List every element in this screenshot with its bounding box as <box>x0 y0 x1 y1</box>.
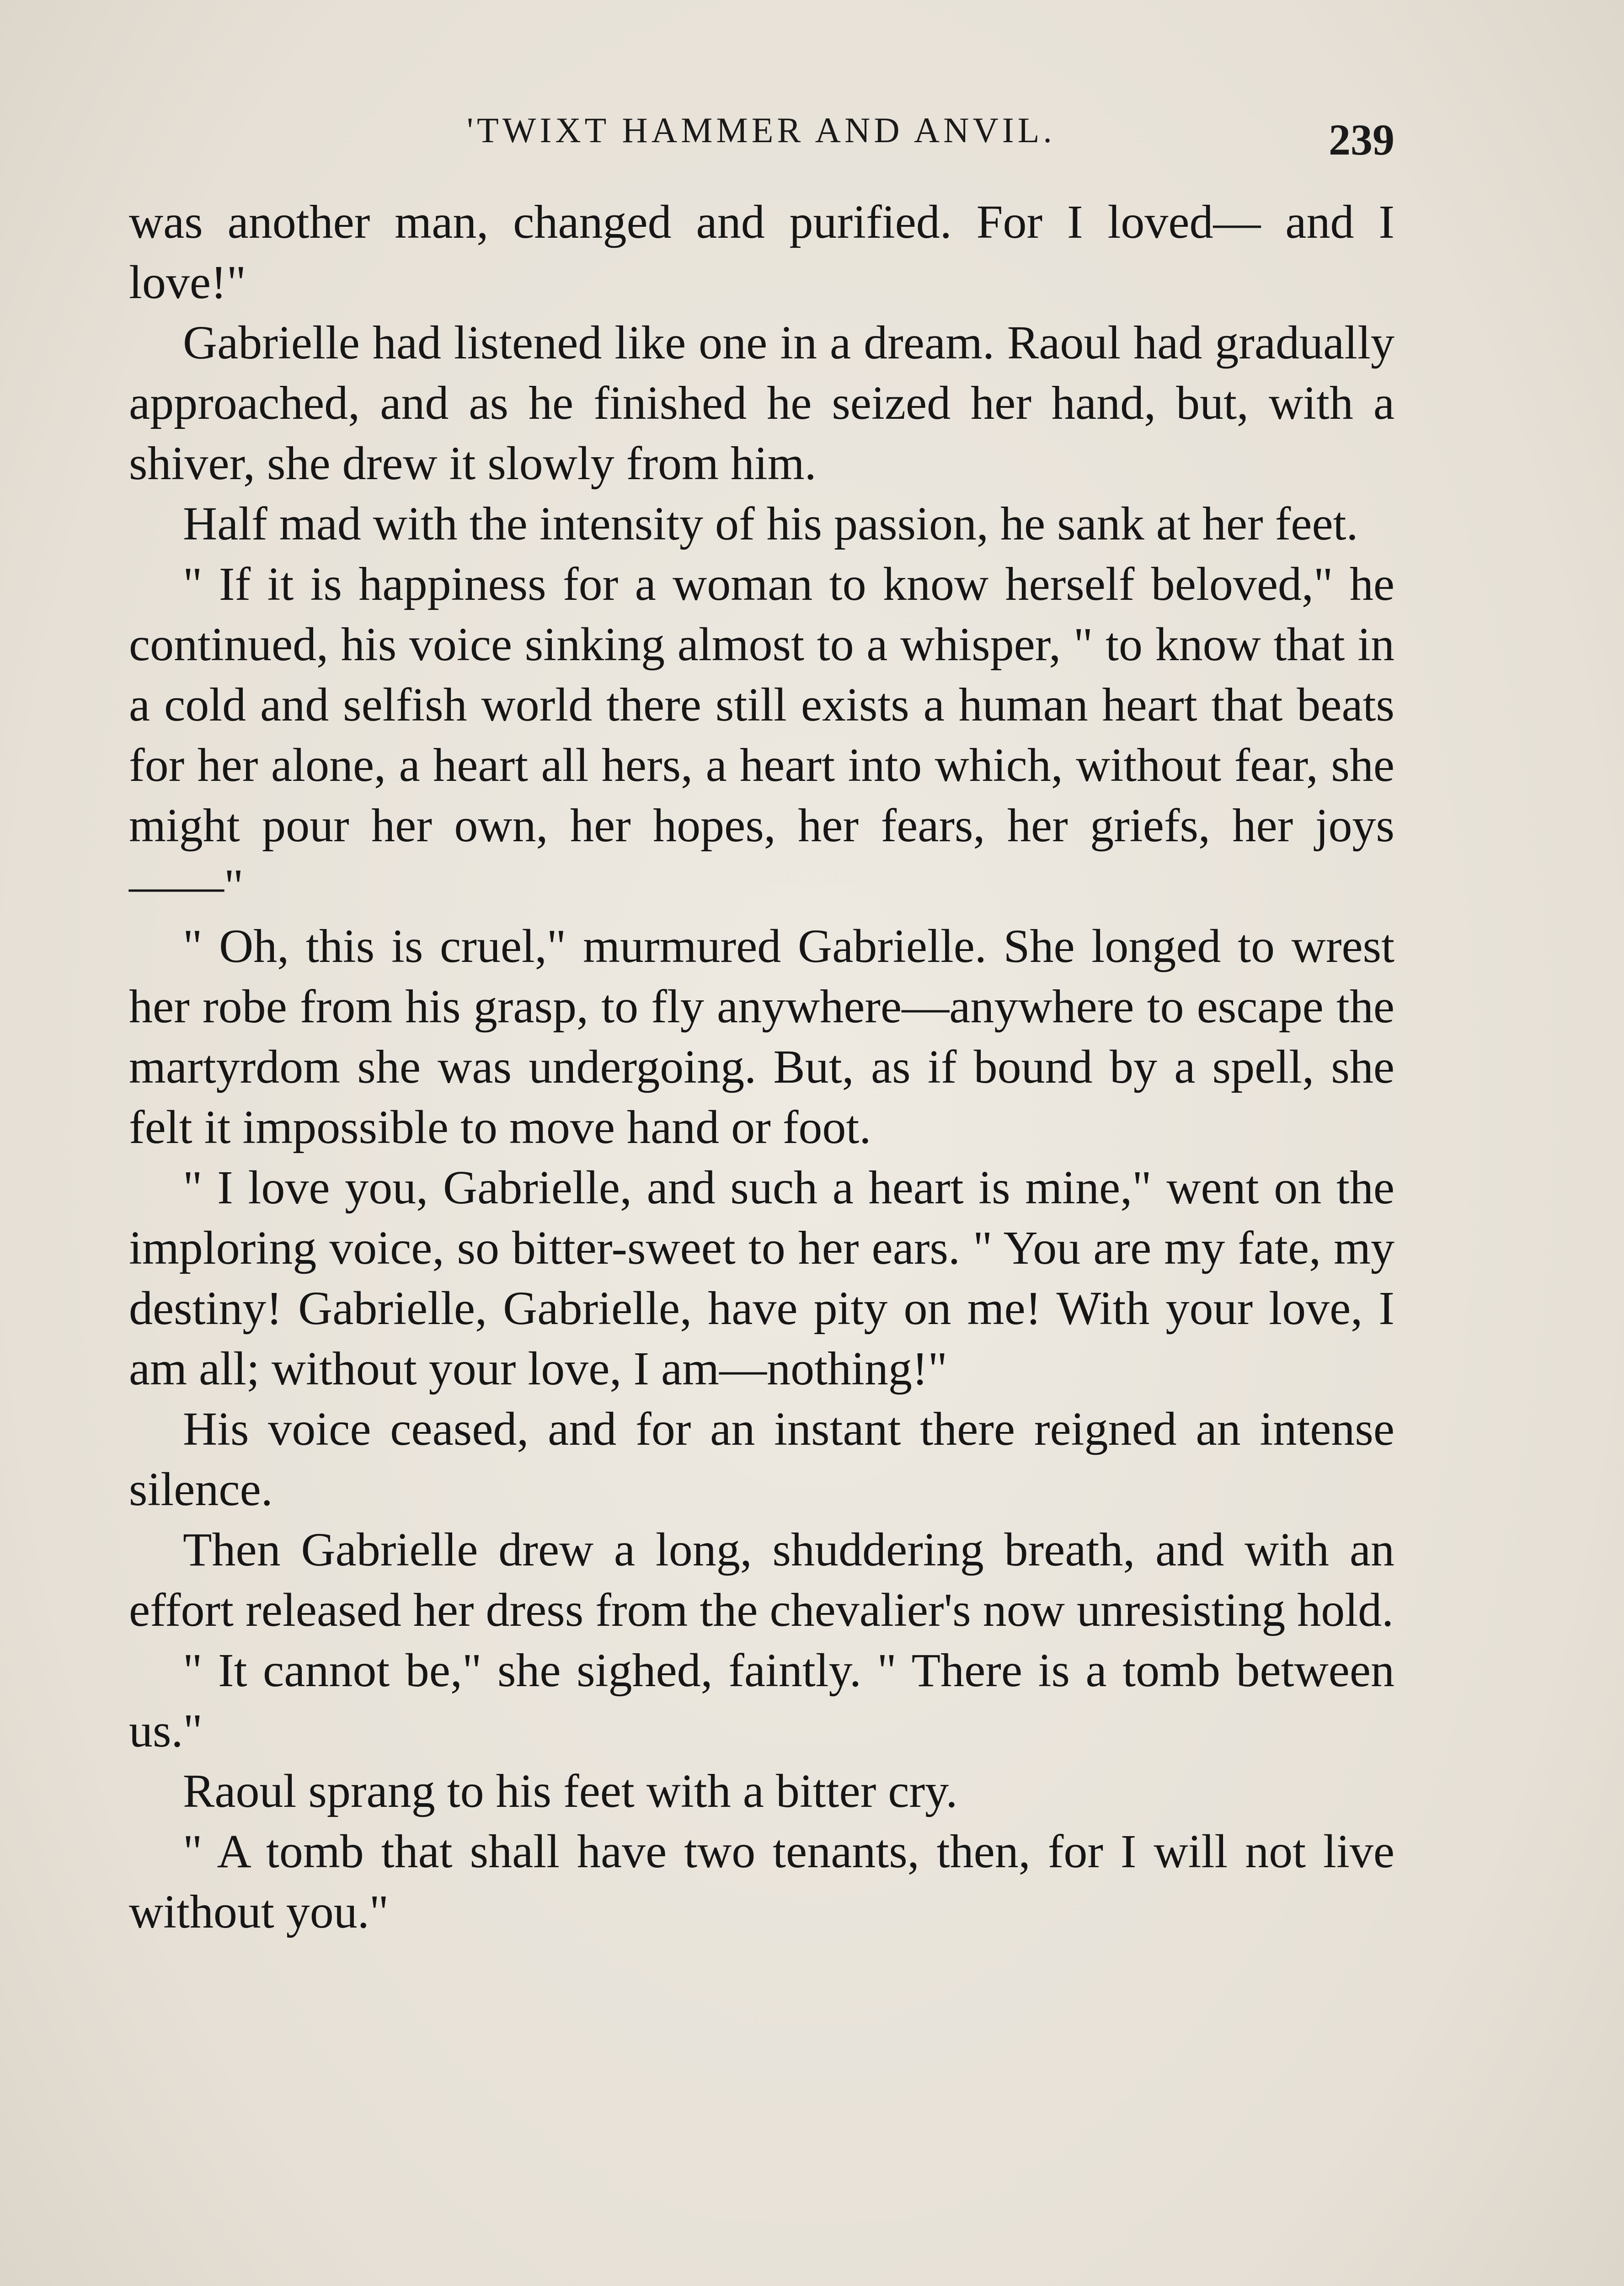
paragraph: Half mad with the intensity of his passion, he sank at her feet. <box>183 497 1358 550</box>
paragraph: Gabrielle had listened like one in a dream. Raoul had gradually approached, and as he finished he seized her hand, but, with a shiver, she drew it slowly from him. <box>129 316 1394 490</box>
body-text <box>129 192 1394 1942</box>
paragraph: Then Gabrielle drew a long, shuddering breath, and with an effort released her dress from the chevalier's now unresisting hold. <box>129 1523 1394 1636</box>
paragraph: " I love you, Gabrielle, and such a heart is mine," went on the imploring voice, so bitter-sweet to her ears. " You are my fate, my destiny! Gabrielle, Gabrielle, have pity on me! With your love, I am all; without your love, I am—nothing!" <box>129 1161 1394 1395</box>
paragraph: " Oh, this is cruel," murmured Gabrielle. She longed to wrest her robe from his grasp, to fly anywhere—anywhere to escape the martyrdom she was undergoing. But, as if bound by a spell, she felt it impossible to move hand or foot. <box>129 920 1394 1154</box>
paragraph: His voice ceased, and for an instant there reigned an intense silence. <box>129 1403 1394 1516</box>
page-number: 239 <box>1329 115 1394 164</box>
paragraph: " It cannot be," she sighed, faintly. " There is a tomb between us." <box>129 1644 1394 1757</box>
paragraph: Raoul sprang to his feet with a bitter cry. <box>183 1765 958 1817</box>
paragraph: was another man, changed and purified. For I loved— and I love!" <box>129 196 1394 309</box>
running-title: 'TWIXT HAMMER AND ANVIL. <box>467 110 1056 150</box>
paragraph: " If it is happiness for a woman to know herself beloved," he continued, his voice sinking almost to a whisper, " to know that in a cold and selfish world there still exists a human heart that beats for her alone, a heart all hers, a heart into which, without fear, she might pour her own, her hopes, her fears, her griefs, her joys——" <box>129 558 1394 912</box>
paragraph: " A tomb that shall have two tenants, then, for I will not live without you." <box>129 1825 1394 1938</box>
page-header <box>128 105 1394 169</box>
